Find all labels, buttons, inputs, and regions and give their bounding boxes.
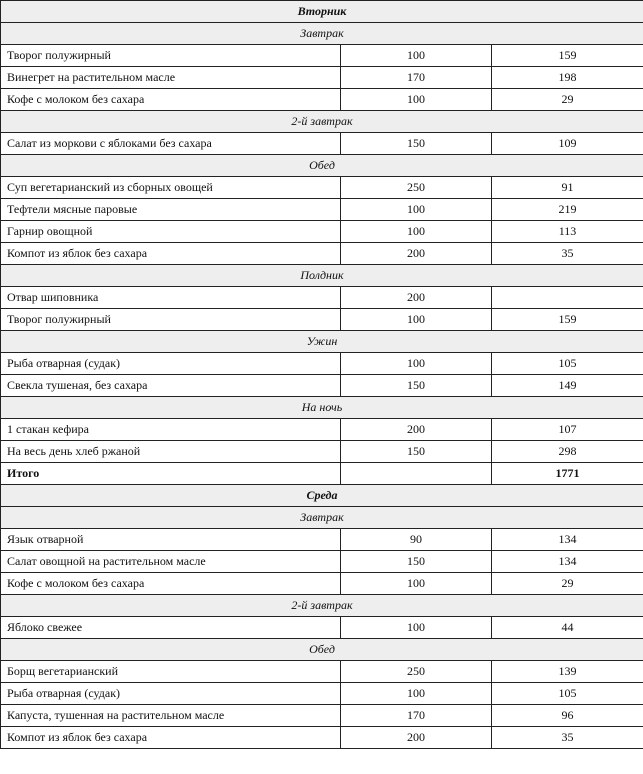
meal-title: Ужин [1,331,643,353]
dish-kcal [492,287,643,309]
day-title: Вторник [1,1,643,23]
dish-weight: 250 [341,661,492,683]
meal-title: Полдник [1,265,643,287]
dish-kcal: 219 [492,199,643,221]
dish-name: Творог полужирный [1,45,341,67]
dish-kcal: 139 [492,661,643,683]
dish-weight: 200 [341,727,492,749]
day-title: Среда [1,485,643,507]
dish-kcal: 113 [492,221,643,243]
total-label: Итого [1,463,341,485]
dish-weight: 100 [341,573,492,595]
meal-header-row [1,331,643,353]
dish-weight: 100 [341,199,492,221]
dish-weight: 250 [341,177,492,199]
dish-name: Свекла тушеная, без сахара [1,375,341,397]
dish-kcal: 198 [492,67,643,89]
dish-kcal: 298 [492,441,643,463]
table-row [1,287,643,309]
dish-weight: 200 [341,419,492,441]
table-row [1,89,643,111]
dish-weight: 150 [341,551,492,573]
dish-kcal: 105 [492,683,643,705]
table-row [1,529,643,551]
table-row [1,45,643,67]
table-row [1,551,643,573]
meal-header-row [1,595,643,617]
dish-name: Борщ вегетарианский [1,661,341,683]
meal-title: 2-й завтрак [1,111,643,133]
dish-weight: 100 [341,617,492,639]
dish-name: Винегрет на растительном масле [1,67,341,89]
dish-name: Рыба отварная (судак) [1,683,341,705]
dish-name: Кофе с молоком без сахара [1,573,341,595]
dish-kcal: 35 [492,243,643,265]
dish-weight: 150 [341,133,492,155]
day-header-row [1,485,643,507]
total-weight [341,463,492,485]
dish-kcal: 134 [492,551,643,573]
dish-weight: 90 [341,529,492,551]
dish-weight: 100 [341,353,492,375]
table-row [1,617,643,639]
dish-kcal: 29 [492,89,643,111]
table-row [1,573,643,595]
dish-kcal: 96 [492,705,643,727]
dish-kcal: 105 [492,353,643,375]
dish-kcal: 91 [492,177,643,199]
meal-header-row [1,639,643,661]
table-row [1,441,643,463]
meal-title: Обед [1,155,643,177]
meal-title: Завтрак [1,23,643,45]
dish-name: Суп вегетарианский из сборных овощей [1,177,341,199]
dish-weight: 200 [341,243,492,265]
dish-name: Рыба отварная (судак) [1,353,341,375]
dish-weight: 150 [341,375,492,397]
table-row [1,133,643,155]
dish-kcal: 109 [492,133,643,155]
total-kcal: 1771 [492,463,643,485]
dish-weight: 170 [341,705,492,727]
dish-weight: 100 [341,683,492,705]
table-row [1,683,643,705]
dish-kcal: 134 [492,529,643,551]
dish-kcal: 35 [492,727,643,749]
meal-title: 2-й завтрак [1,595,643,617]
total-row [1,463,643,485]
table-row [1,199,643,221]
meal-header-row [1,111,643,133]
dish-kcal: 107 [492,419,643,441]
table-row [1,419,643,441]
dish-name: 1 стакан кефира [1,419,341,441]
dish-kcal: 159 [492,309,643,331]
meal-title: Завтрак [1,507,643,529]
meal-title: Обед [1,639,643,661]
dish-name: Гарнир овощной [1,221,341,243]
meal-header-row [1,265,643,287]
dish-weight: 100 [341,89,492,111]
meal-header-row [1,397,643,419]
table-row [1,705,643,727]
dish-name: Отвар шиповника [1,287,341,309]
dish-weight: 200 [341,287,492,309]
dish-weight: 100 [341,221,492,243]
dish-kcal: 29 [492,573,643,595]
meal-header-row [1,507,643,529]
table-row [1,727,643,749]
table-row [1,243,643,265]
dish-name: Капуста, тушенная на растительном масле [1,705,341,727]
dish-name: Салат овощной на растительном масле [1,551,341,573]
dish-name: Кофе с молоком без сахара [1,89,341,111]
table-row [1,221,643,243]
dish-name: Творог полужирный [1,309,341,331]
meal-title: На ночь [1,397,643,419]
dish-weight: 150 [341,441,492,463]
table-row [1,353,643,375]
dish-kcal: 149 [492,375,643,397]
table-row [1,375,643,397]
dish-weight: 100 [341,45,492,67]
dish-name: Компот из яблок без сахара [1,243,341,265]
dish-name: Компот из яблок без сахара [1,727,341,749]
dish-name: На весь день хлеб ржаной [1,441,341,463]
dish-weight: 100 [341,309,492,331]
table-row [1,177,643,199]
dish-kcal: 44 [492,617,643,639]
dish-name: Салат из моркови с яблоками без сахара [1,133,341,155]
table-row [1,67,643,89]
dish-weight: 170 [341,67,492,89]
dish-name: Тефтели мясные паровые [1,199,341,221]
meal-header-row [1,23,643,45]
meal-header-row [1,155,643,177]
table-row [1,661,643,683]
dish-kcal: 159 [492,45,643,67]
table-row [1,309,643,331]
day-header-row [1,1,643,23]
dish-name: Язык отварной [1,529,341,551]
dish-name: Яблоко свежее [1,617,341,639]
